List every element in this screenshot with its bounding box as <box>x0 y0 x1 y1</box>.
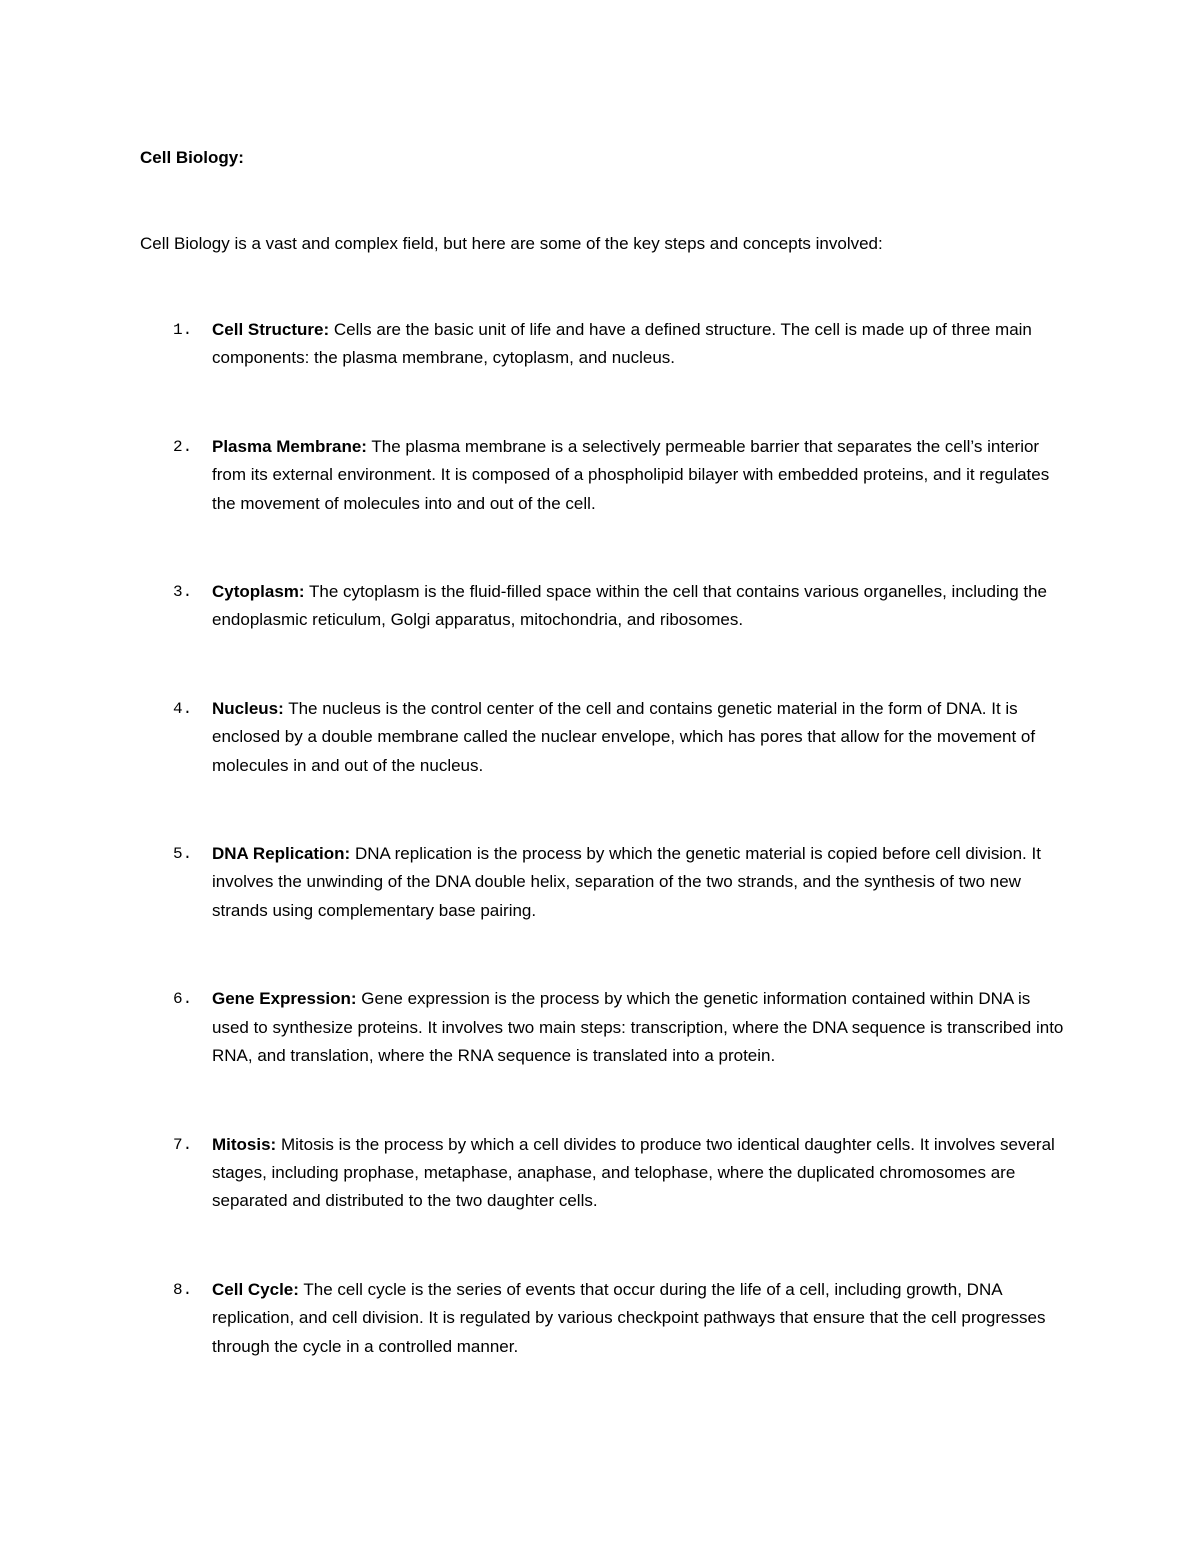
list-item <box>140 1276 1070 1361</box>
list-item-number: 1. <box>173 321 193 339</box>
list-item-text: Cells are the basic unit of life and have a defined structure. The cell is made up of three main components: the plasma membrane, cytoplasm, and nucleus. <box>212 320 1032 368</box>
list-item-term: DNA Replication: <box>212 844 351 864</box>
concept-list <box>140 316 1070 1421</box>
list-item <box>140 1131 1070 1216</box>
list-item-number: 2. <box>173 437 193 456</box>
list-item-term: Nucleus: <box>212 698 284 718</box>
list-item-term: Cytoplasm: <box>212 582 305 602</box>
list-item <box>140 695 1070 780</box>
list-item-term: Gene Expression: <box>212 989 357 1009</box>
list-item <box>140 433 1070 518</box>
list-item-number: 3. <box>173 583 193 602</box>
list-item-text: DNA replication is the process by which the genetic material is copied before cell division. It involves the unwinding of the DNA double helix, separation of the two strands, and the synthesis of two new strands using complementary base pairing. <box>212 844 1041 920</box>
list-item <box>140 985 1070 1070</box>
list-item <box>140 840 1070 925</box>
list-item-number: 5. <box>173 845 193 864</box>
list-item-text: The cytoplasm is the fluid-filled space within the cell that contains various organelles, including the endoplasmic reticulum, Golgi apparatus, mitochondria, and ribosomes. <box>212 582 1047 630</box>
list-item-term: Cell Cycle: <box>212 1279 299 1299</box>
list-item-term: Mitosis: <box>212 1134 277 1154</box>
document-title: Cell Biology: <box>140 148 244 167</box>
intro-paragraph: Cell Biology is a vast and complex field, but here are some of the key steps and concepts involved: <box>140 234 883 253</box>
list-item-number: 7. <box>173 1135 193 1154</box>
list-item-number: 8. <box>173 1280 193 1299</box>
list-item-term: Cell Structure: <box>212 320 330 339</box>
list-item-text: The nucleus is the control center of the cell and contains genetic material in the form of DNA. It is enclosed by a double membrane called the nuclear envelope, which has pores that allow for the movement of molecules in and out of the nucleus. <box>212 698 1036 775</box>
list-item <box>140 578 1070 635</box>
list-item <box>140 316 1070 373</box>
list-item-term: Plasma Membrane: <box>212 436 367 456</box>
list-item-number: 6. <box>173 990 193 1009</box>
list-item-text: Mitosis is the process by which a cell divides to produce two identical daughter cells. It involves several stages, including prophase, metaphase, anaphase, and telophase, where the duplicated chromosomes are separated and distributed to the two daughter cells. <box>212 1134 1055 1211</box>
list-item-text: Gene expression is the process by which the genetic information contained within DNA is used to synthesize proteins. It involves two main steps: transcription, where the DNA sequence is transcribed into RNA, and translation, where the RNA sequence is translated into a protein. <box>212 989 1064 1066</box>
list-item-text: The cell cycle is the series of events that occur during the life of a cell, including growth, DNA replication, and cell division. It is regulated by various checkpoint pathways that ensure that the cell progresses through the cycle in a controlled manner. <box>212 1279 1046 1356</box>
list-item-text: The plasma membrane is a selectively permeable barrier that separates the cell’s interior from its external environment. It is composed of a phospholipid bilayer with embedded proteins, and it regulates the movement of molecules into and out of the cell. <box>212 436 1050 513</box>
list-item-number: 4. <box>173 699 193 718</box>
